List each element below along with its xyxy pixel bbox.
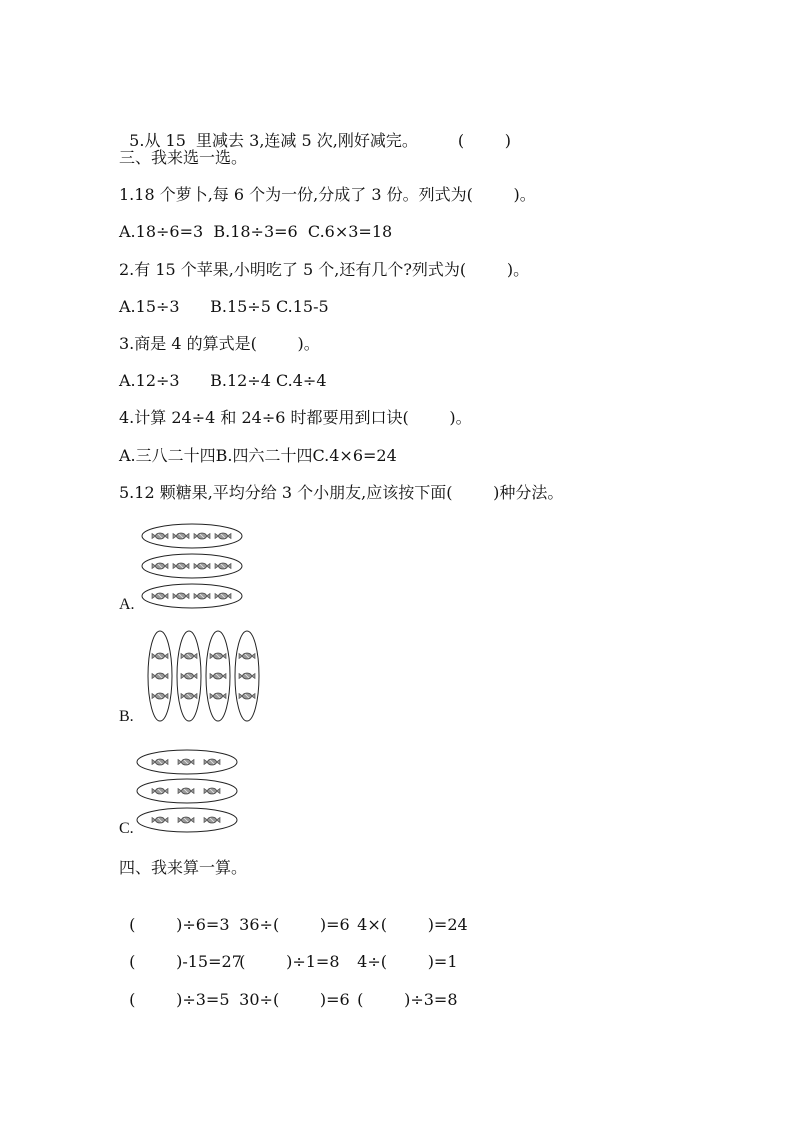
candy-icon: [215, 593, 231, 599]
option-c-label: C.: [119, 820, 134, 837]
candy-icon: [194, 593, 210, 599]
calc-item[interactable]: ( )÷3=8: [357, 990, 458, 1009]
candy-icon: [210, 693, 226, 699]
candy-icon: [173, 563, 189, 569]
candy-icon: [215, 563, 231, 569]
calc-item[interactable]: 36÷( )=6: [239, 915, 350, 934]
choice-question-1: 1.18 个萝卜,每 6 个为一份,分成了 3 份。列式为( )。: [119, 185, 536, 204]
option-b-ellipses: [146, 630, 262, 724]
section-3-title: 三、我来选一选。: [119, 148, 248, 167]
choice-question-4: 4.计算 24÷4 和 24÷6 时都要用到口诀( )。: [119, 408, 472, 427]
candy-icon: [178, 788, 194, 794]
candy-icon: [152, 693, 168, 699]
choice-question-2: 2.有 15 个苹果,小明吃了 5 个,还有几个?列式为( )。: [119, 260, 530, 279]
option-a-picture[interactable]: [140, 522, 244, 614]
calc-item[interactable]: ( )÷3=5: [129, 990, 230, 1009]
calc-row-2: [119, 932, 458, 972]
option-c-ellipses: [136, 748, 240, 834]
candy-icon: [178, 817, 194, 823]
candy-icon: [204, 817, 220, 823]
candy-icon: [194, 533, 210, 539]
section-4-title: 四、我来算一算。: [119, 858, 248, 877]
tf-question-5: [119, 111, 511, 151]
tf-question-5-text: 5.从 15 里减去 3,连减 5 次,刚好减完。: [129, 131, 418, 150]
candy-icon: [173, 533, 189, 539]
calc-row-3: [119, 970, 458, 1010]
candy-icon: [210, 653, 226, 659]
candy-icon: [181, 673, 197, 679]
candy-icon: [152, 673, 168, 679]
candy-icon: [181, 653, 197, 659]
calc-item[interactable]: ( )÷6=3: [129, 915, 230, 934]
candy-icon: [204, 759, 220, 765]
candy-icon: [152, 817, 168, 823]
candy-icon: [239, 653, 255, 659]
calc-item[interactable]: 4÷( )=1: [357, 952, 458, 971]
calc-item[interactable]: 30÷( )=6: [239, 990, 350, 1009]
candy-icon: [210, 673, 226, 679]
candy-icon: [204, 788, 220, 794]
answer-blank[interactable]: ( ): [457, 131, 512, 150]
choice-options-4: A.三八二十四B.四六二十四C.4×6=24: [119, 446, 397, 465]
choice-options-3: A.12÷3 B.12÷4 C.4÷4: [119, 371, 327, 390]
choice-question-3: 3.商是 4 的算式是( )。: [119, 334, 320, 353]
candy-icon: [152, 788, 168, 794]
candy-icon: [152, 653, 168, 659]
candy-icon: [215, 533, 231, 539]
candy-icon: [152, 563, 168, 569]
option-b-picture[interactable]: [146, 630, 262, 728]
candy-icon: [173, 593, 189, 599]
option-c-picture[interactable]: [136, 748, 240, 838]
option-b-label: B.: [119, 708, 134, 725]
candy-icon: [152, 759, 168, 765]
candy-icon: [194, 563, 210, 569]
candy-icon: [152, 593, 168, 599]
candy-icon: [239, 693, 255, 699]
option-a-ellipses: [140, 522, 244, 610]
candy-icon: [178, 759, 194, 765]
candy-icon: [181, 693, 197, 699]
choice-options-1: A.18÷6=3 B.18÷3=6 C.6×3=18: [119, 222, 393, 241]
candy-icon: [152, 533, 168, 539]
option-a-label: A.: [119, 596, 135, 613]
choice-options-2: A.15÷3 B.15÷5 C.15-5: [119, 297, 329, 316]
calc-row-1: [119, 895, 468, 935]
choice-question-5: 5.12 颗糖果,平均分给 3 个小朋友,应该按下面( )种分法。: [119, 483, 564, 502]
candy-icon: [239, 673, 255, 679]
calc-item[interactable]: 4×( )=24: [357, 915, 468, 934]
calc-item[interactable]: ( )-15=27: [129, 952, 242, 971]
calc-item[interactable]: ( )÷1=8: [239, 952, 340, 971]
